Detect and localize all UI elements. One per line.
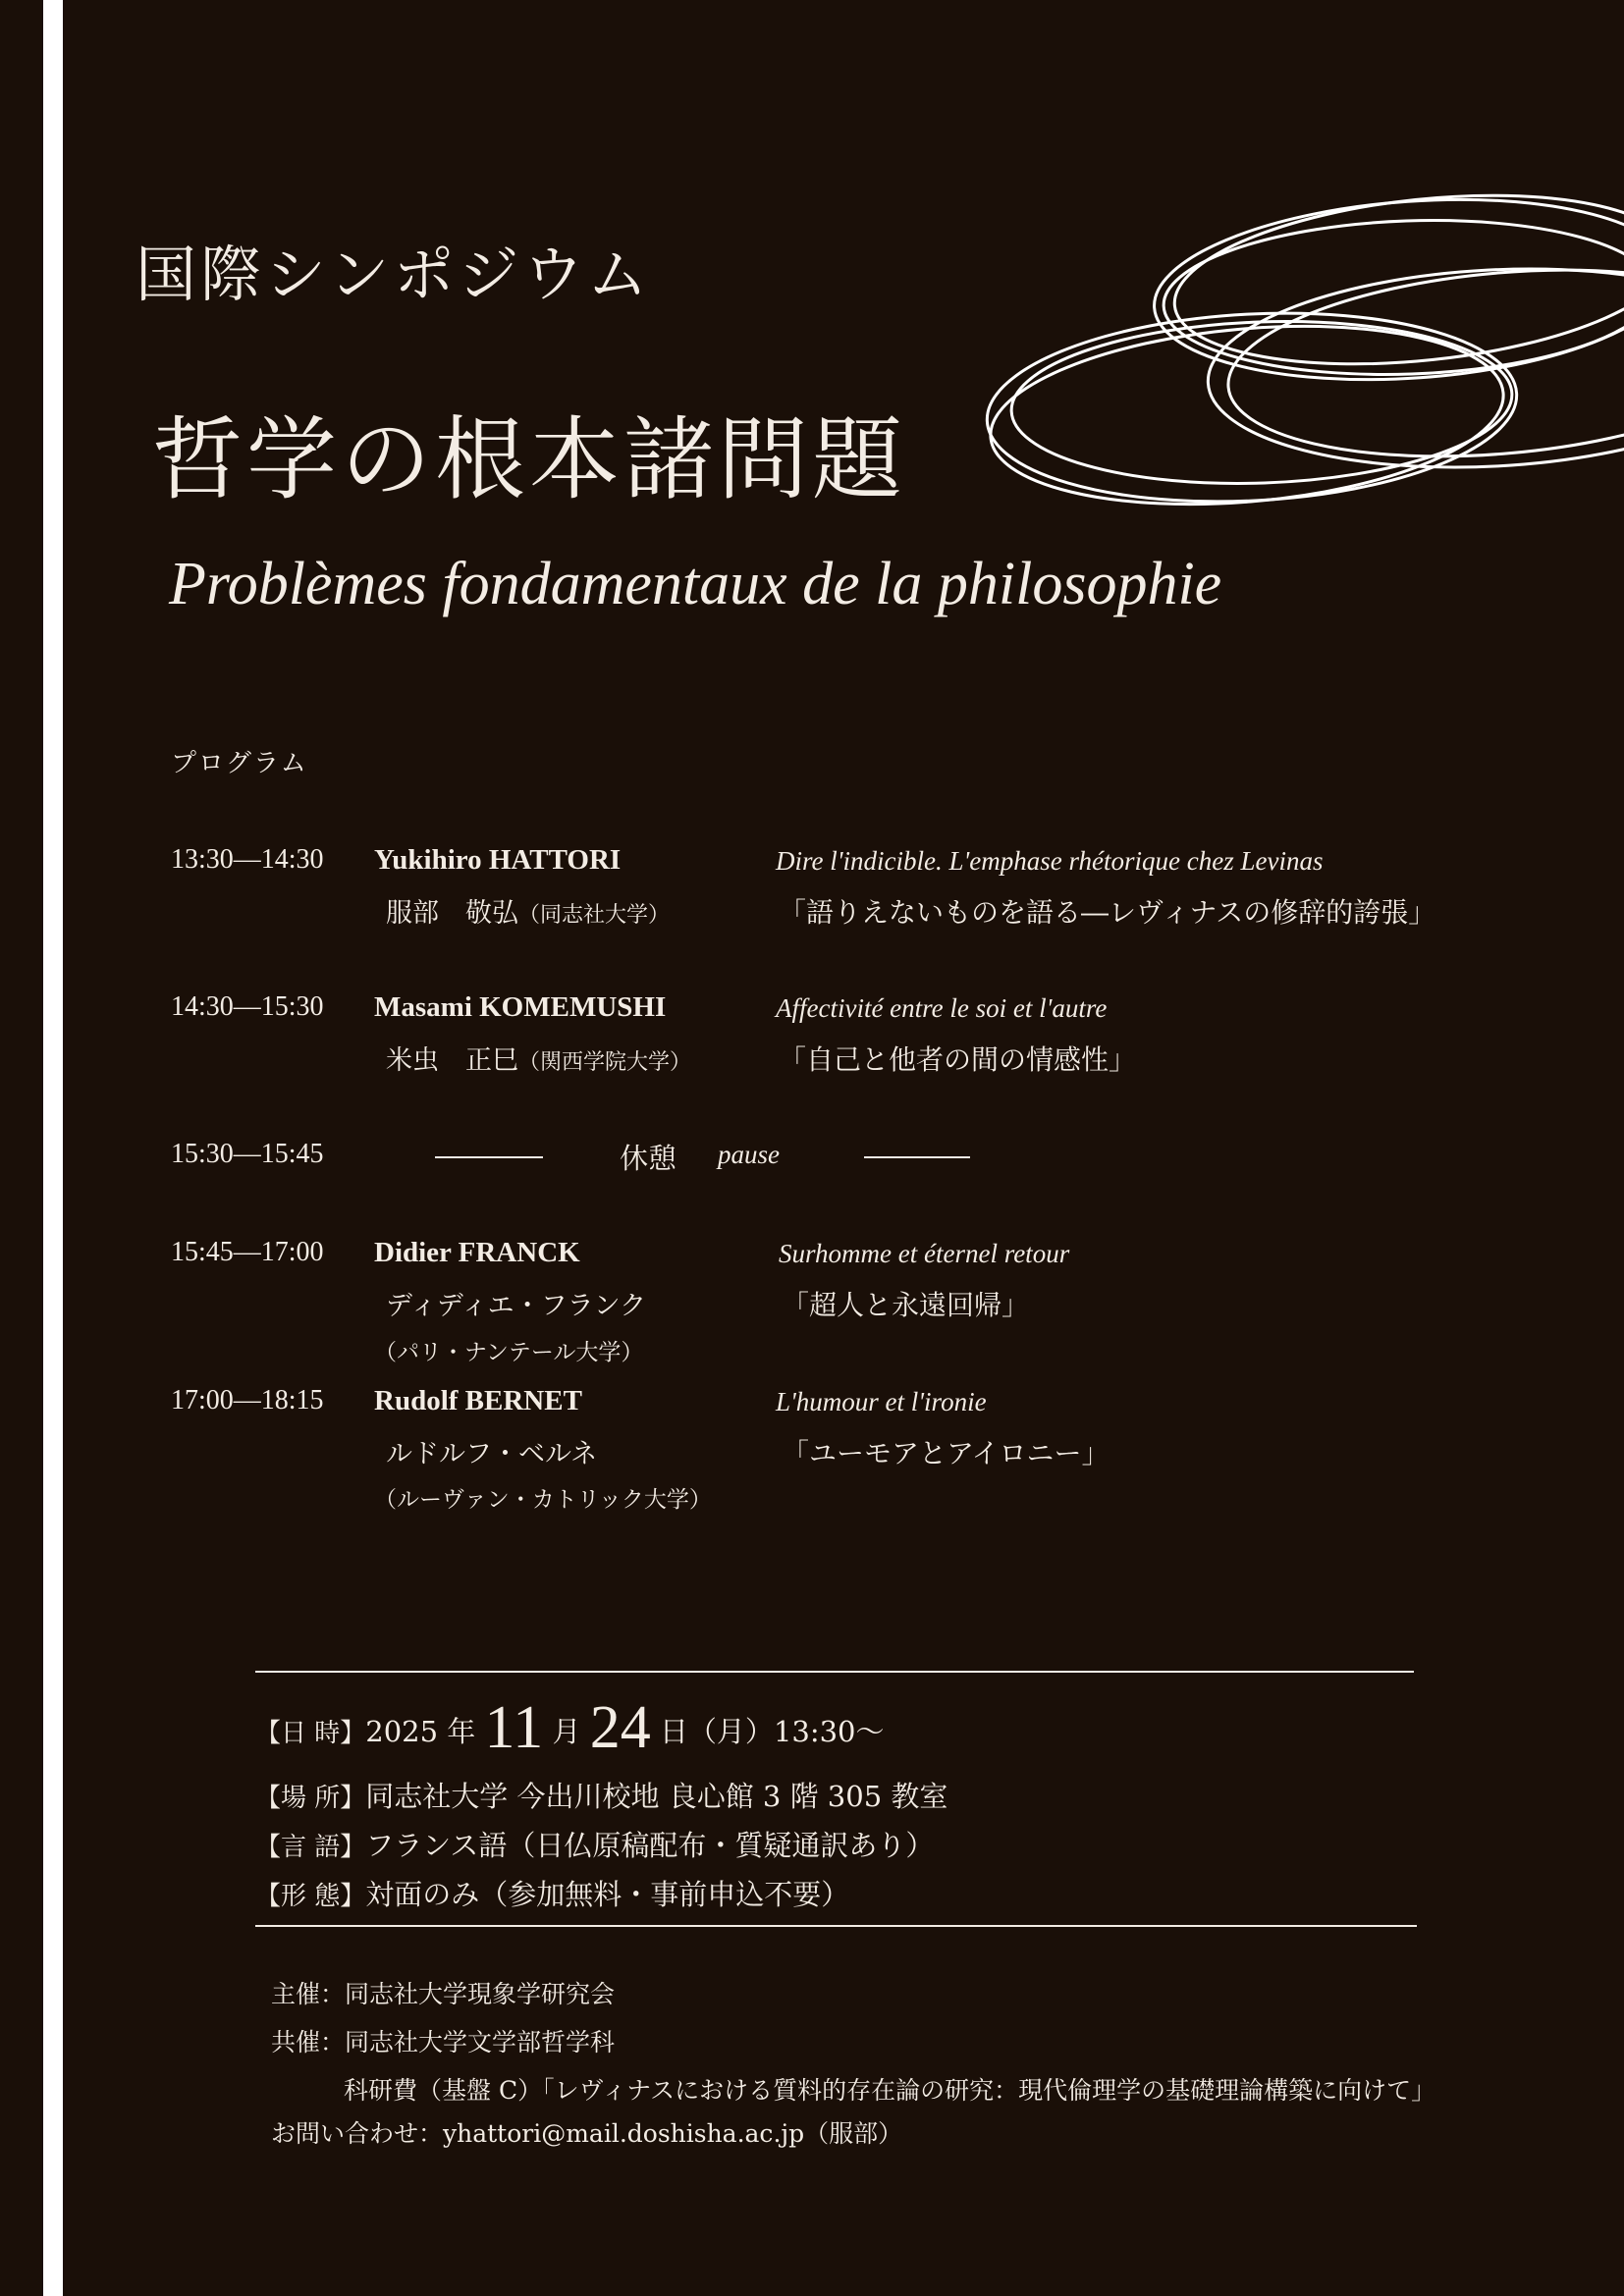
date-weekday: （月） xyxy=(687,1715,774,1748)
speaker-name-en: Didier FRANCK xyxy=(374,1237,580,1268)
format-line xyxy=(255,1873,849,1913)
speaker-name-en: Yukihiro HATTORI xyxy=(374,844,622,876)
title-fr: Problèmes fondamentaux de la philosophie xyxy=(169,551,1222,617)
date-day: 24 xyxy=(589,1694,651,1761)
date-start: 13:30～ xyxy=(773,1715,885,1748)
rings-graphic xyxy=(982,103,1624,555)
date-month: 11 xyxy=(484,1694,544,1761)
break-rule-left xyxy=(435,1156,543,1158)
date-month-unit: 月 xyxy=(552,1715,581,1748)
talk-title-ja: 「語りえないものを語る―レヴィナスの修辞的誇張」 xyxy=(779,896,1436,929)
session-time: 13:30—14:30 xyxy=(171,844,324,875)
place-label: 【場 所】 xyxy=(255,1784,366,1813)
host: 主催：同志社大学現象学研究会 xyxy=(271,1980,616,2008)
talk-title-ja: 「自己と他者の間の情感性」 xyxy=(779,1043,1137,1076)
left-accent-stripe xyxy=(43,0,63,2296)
session-time: 14:30—15:30 xyxy=(171,991,324,1022)
session-time: 17:00—18:15 xyxy=(171,1385,324,1415)
format-label: 【形 態】 xyxy=(255,1882,366,1911)
cohost: 共催：同志社大学文学部哲学科 xyxy=(271,2028,616,2056)
speaker-affiliation: （同志社大学） xyxy=(518,903,671,928)
place-value: 同志社大学 今出川校地 良心館 3 階 305 教室 xyxy=(365,1780,948,1813)
speaker-name-ja: ディディエ・フランク xyxy=(386,1291,647,1321)
talk-title-fr: Surhomme et éternel retour xyxy=(779,1239,1070,1268)
break-time: 15:30—15:45 xyxy=(171,1139,324,1169)
place-line xyxy=(255,1775,947,1815)
session-time: 15:45—17:00 xyxy=(171,1237,324,1267)
speaker-name-ja: ルドルフ・ベルネ xyxy=(386,1439,598,1469)
date-day-unit: 日 xyxy=(659,1715,688,1748)
language-label: 【言 語】 xyxy=(255,1833,366,1862)
speaker-name-ja: 米虫 正巳 xyxy=(386,1045,518,1076)
date-year: 2025 xyxy=(365,1715,439,1748)
speaker-line-ja xyxy=(386,891,670,930)
grant: 科研費（基盤 C）「レヴィナスにおける質料的存在論の研究：現代倫理学の基礎理論構築に向けて」 xyxy=(344,2076,1436,2105)
break-label-fr: pause xyxy=(718,1140,780,1169)
program-label: プログラム xyxy=(171,749,308,778)
speaker-name-en: Masami KOMEMUSHI xyxy=(374,991,667,1023)
speaker-affiliation: （ルーヴァン・カトリック大学） xyxy=(374,1487,712,1513)
language-value: フランス語（日仏原稿配布・質疑通訳あり） xyxy=(365,1829,935,1862)
speaker-affiliation: （パリ・ナンテール大学） xyxy=(374,1340,644,1365)
talk-title-ja: 「超人と永遠回帰」 xyxy=(782,1289,1030,1321)
divider-top xyxy=(255,1671,1414,1673)
talk-title-ja: 「ユーモアとアイロニー」 xyxy=(782,1437,1110,1469)
left-margin xyxy=(0,0,43,2296)
break-label-ja: 休憩 xyxy=(620,1142,677,1175)
title-ja: 哲学の根本諸問題 xyxy=(152,407,907,512)
talk-title-fr: Affectivité entre le soi et l'autre xyxy=(776,993,1108,1023)
subtitle-ja: 国際シンポジウム xyxy=(135,239,652,310)
divider-bottom xyxy=(255,1925,1417,1927)
date-year-unit: 年 xyxy=(447,1715,476,1748)
talk-title-fr: Dire l'indicible. L'emphase rhétorique chez Levinas xyxy=(776,846,1324,876)
break-rule-right xyxy=(864,1156,970,1158)
speaker-line-ja xyxy=(386,1039,691,1077)
speaker-name-en: Rudolf BERNET xyxy=(374,1385,582,1416)
talk-title-fr: L'humour et l'ironie xyxy=(776,1387,987,1416)
speaker-affiliation: （関西学院大学） xyxy=(518,1050,692,1075)
date-line xyxy=(255,1693,885,1763)
format-value: 対面のみ（参加無料・事前申込不要） xyxy=(365,1878,850,1911)
language-line xyxy=(255,1824,934,1864)
date-label: 【日 時】 xyxy=(255,1719,366,1748)
contact: お問い合わせ：yhattori@mail.doshisha.ac.jp（服部） xyxy=(271,2119,903,2148)
speaker-name-ja: 服部 敬弘 xyxy=(386,898,518,929)
